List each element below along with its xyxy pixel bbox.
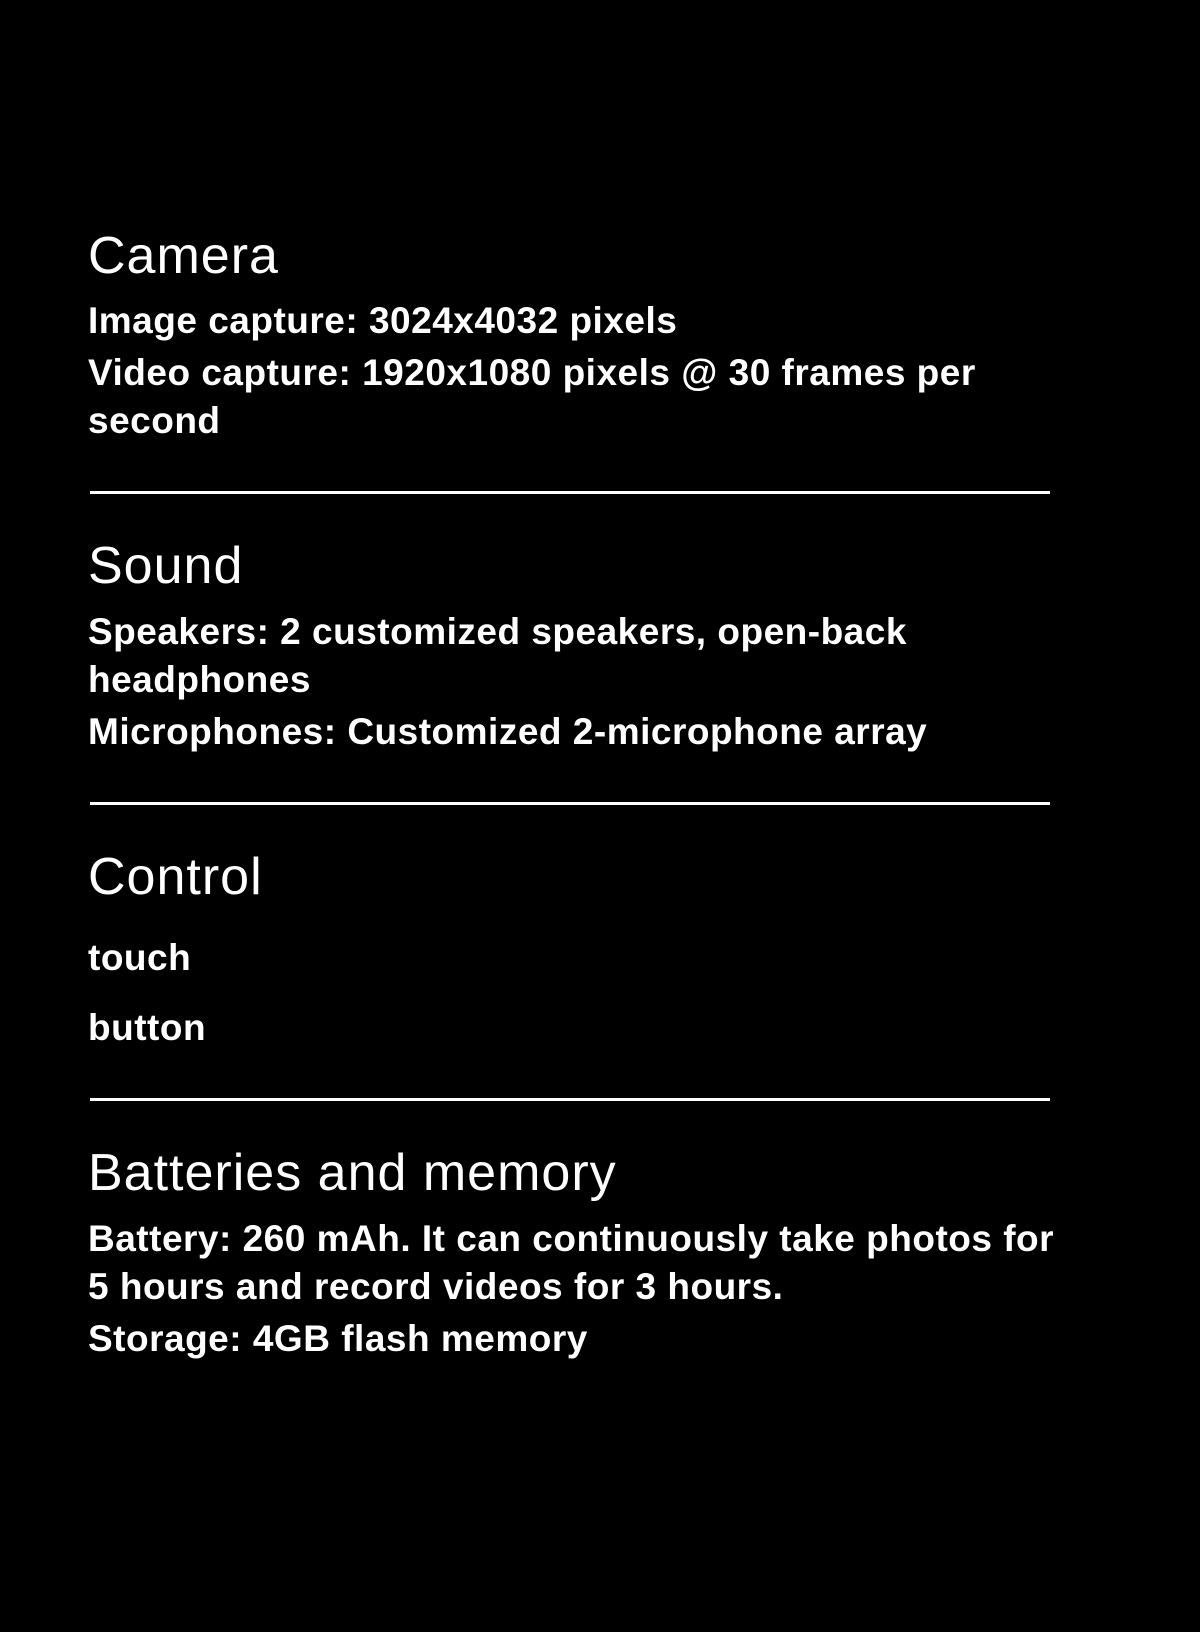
section-divider (90, 802, 1050, 805)
spec-line-touch: touch (88, 937, 192, 979)
spec-line-button: button (88, 1007, 207, 1049)
section-divider (90, 491, 1050, 494)
spec-line-microphones: Microphones: Customized 2-microphone array (88, 710, 928, 752)
section-control (88, 849, 1080, 1101)
section-heading-batteries-and-memory: Batteries and memory (88, 1144, 617, 1203)
section-batteries-and-memory (88, 1145, 1080, 1362)
spec-line-storage: Storage: 4GB flash memory (88, 1317, 588, 1359)
section-divider (90, 1098, 1050, 1101)
section-heading-camera: Camera (88, 227, 279, 285)
spec-line-video-capture: Video capture: 1920x1080 pixels @ 30 frames per second (88, 352, 976, 442)
section-heading-control: Control (88, 847, 263, 906)
section-heading-sound: Sound (88, 537, 244, 596)
section-camera (88, 228, 1080, 494)
spec-line-image-capture: Image capture: 3024x4032 pixels (88, 300, 678, 342)
section-sound (88, 538, 1080, 804)
spec-line-speakers: Speakers: 2 customized speakers, open-back headphones (88, 610, 907, 700)
spec-line-battery: Battery: 260 mAh. It can continuously take photos for 5 hours and record videos for 3 hours. (88, 1217, 1055, 1307)
